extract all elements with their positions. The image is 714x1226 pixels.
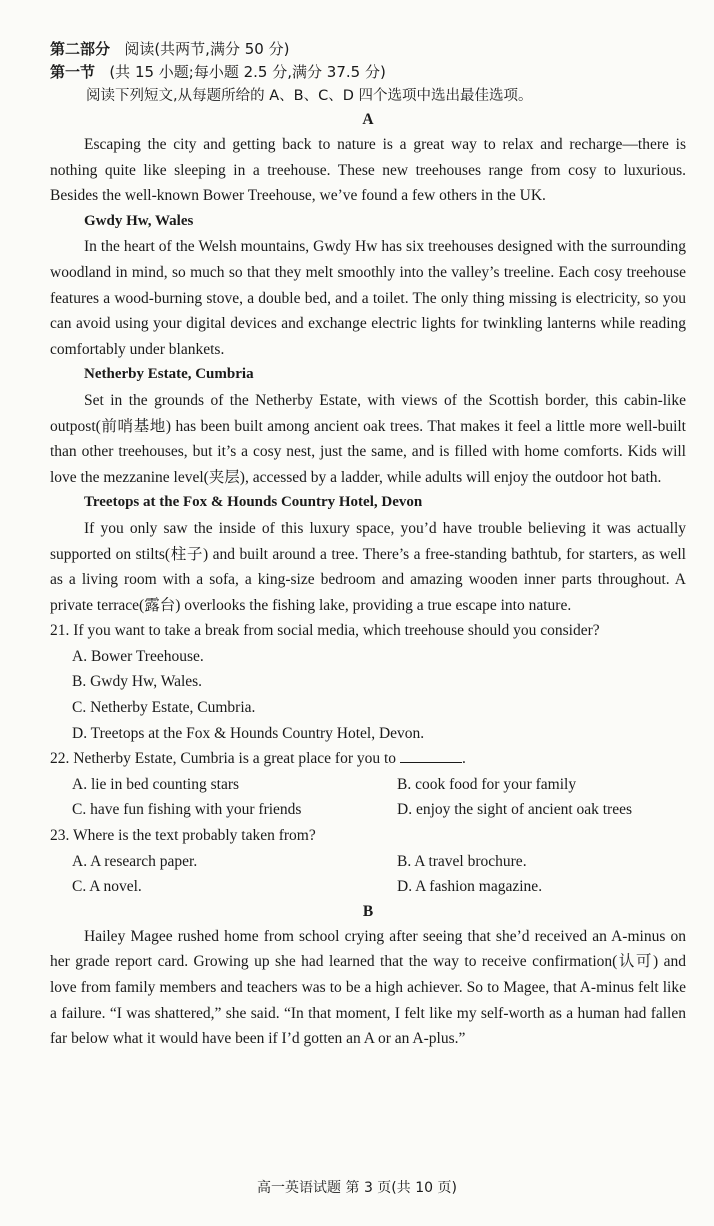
q21-option-b: B. Gwdy Hw, Wales. (72, 673, 203, 691)
q22-options-row-2 (50, 797, 686, 823)
q23-option-c: C. A novel. (72, 878, 142, 896)
passage-b-label: B (362, 902, 374, 920)
q22-stem: 22. Netherby Estate, Cumbria is a great place for you to (50, 750, 397, 768)
section-label: 第一节 (50, 63, 96, 81)
q22-option-c: C. have fun fishing with your friends (72, 801, 302, 819)
part-title: 阅读(共两节,满分 50 分) (124, 40, 290, 58)
q23-option-a: A. A research paper. (72, 852, 198, 870)
page-footer: 高一英语试题 第 3 页(共 10 页) (257, 1180, 457, 1196)
heading-gwdy-hw: Gwdy Hw, Wales (84, 212, 194, 229)
q22-option-a: A. lie in bed counting stars (72, 775, 240, 793)
heading-treetops: Treetops at the Fox & Hounds Country Hotel, Devon (84, 494, 423, 511)
part-heading (50, 38, 686, 61)
answer-blank (400, 748, 462, 763)
q22-end: . (461, 750, 466, 768)
question-22 (50, 746, 686, 772)
paragraph-netherby: Set in the grounds of the Netherby Estate, with views of the Scottish border, this cabin-like outpost(前哨基地) has been built among ancient oak trees. That makes it feel a little more well-built than other treehouses, but it’s a cosy nest, just the same, and is filled with home comforts. Kids will love the mezzanine level(夹层), accessed by a ladder, while adults will enjoy the outdoor hot bath. (50, 391, 686, 486)
question-21: 21. If you want to take a break from social media, which treehouse should you consider? (50, 622, 600, 640)
q21-option-d: D. Treetops at the Fox & Hounds Country Hotel, Devon. (72, 724, 425, 742)
q23-options-row-1 (50, 849, 686, 875)
q23-options-row-2 (50, 874, 686, 900)
q22-option-d: D. enjoy the sight of ancient oak trees (397, 801, 633, 819)
paragraph-treetops: If you only saw the inside of this luxury space, you’d have trouble believing it was actually supported on stilts(柱子) and built around a tree. There’s a free-standing bathtub, for starters, as well as a living room with a sofa, a king-size bedroom and amazing wooden inner parts throughout. A private terrace(露台) overlooks the fishing lake, providing a true escape into nature. (50, 519, 686, 614)
q21-option-a: A. Bower Treehouse. (72, 647, 204, 665)
passage-a-label: A (362, 111, 374, 128)
section-desc: (共 15 小题;每小题 2.5 分,满分 37.5 分) (109, 63, 386, 81)
question-23: 23. Where is the text probably taken from? (50, 827, 316, 845)
instruction: 阅读下列短文,从每题所给的 A、B、C、D 四个选项中选出最佳选项。 (86, 88, 533, 104)
heading-netherby: Netherby Estate, Cumbria (84, 366, 254, 383)
q22-option-b: B. cook food for your family (397, 775, 577, 793)
q22-options-row-1 (50, 772, 686, 798)
section-heading (50, 61, 686, 84)
q21-option-c: C. Netherby Estate, Cumbria. (72, 699, 256, 717)
paragraph-gwdy-hw: In the heart of the Welsh mountains, Gwdy Hw has six treehouses designed with the surrounding woodland in mind, so much so that they melt smoothly into the valley’s treeline. Each cosy treehouse features a wood-burning stove, a double bed, and a toilet. The only thing missing is electricity, so you can avoid using your digital devices and exchange electric lights for twinkling lanterns while reading comfortably under blankets. (50, 238, 686, 358)
q23-option-d: D. A fashion magazine. (397, 878, 543, 896)
passage-a-intro: Escaping the city and getting back to nature is a great way to relax and recharge—there is nothing quite like sleeping in a treehouse. These new treehouses range from cosy to luxurious. Besides the well-known Bower Treehouse, we’ve found a few others in the UK. (50, 136, 686, 205)
passage-b-paragraph: Hailey Magee rushed home from school crying after seeing that she’d received an A-minus on her grade report card. Growing up she had learned that the way to receive confirmation(认可) and love from family members and teachers was to be a high achiever. So to Magee, that A-minus felt like a failure. “I was shattered,” she said. “In that moment, I felt like my self-worth as a human had fallen far below what it would have been if I’d gotten an A or an A-plus.” (50, 927, 686, 1048)
part-label: 第二部分 (50, 40, 111, 58)
q23-option-b: B. A travel brochure. (397, 852, 527, 870)
